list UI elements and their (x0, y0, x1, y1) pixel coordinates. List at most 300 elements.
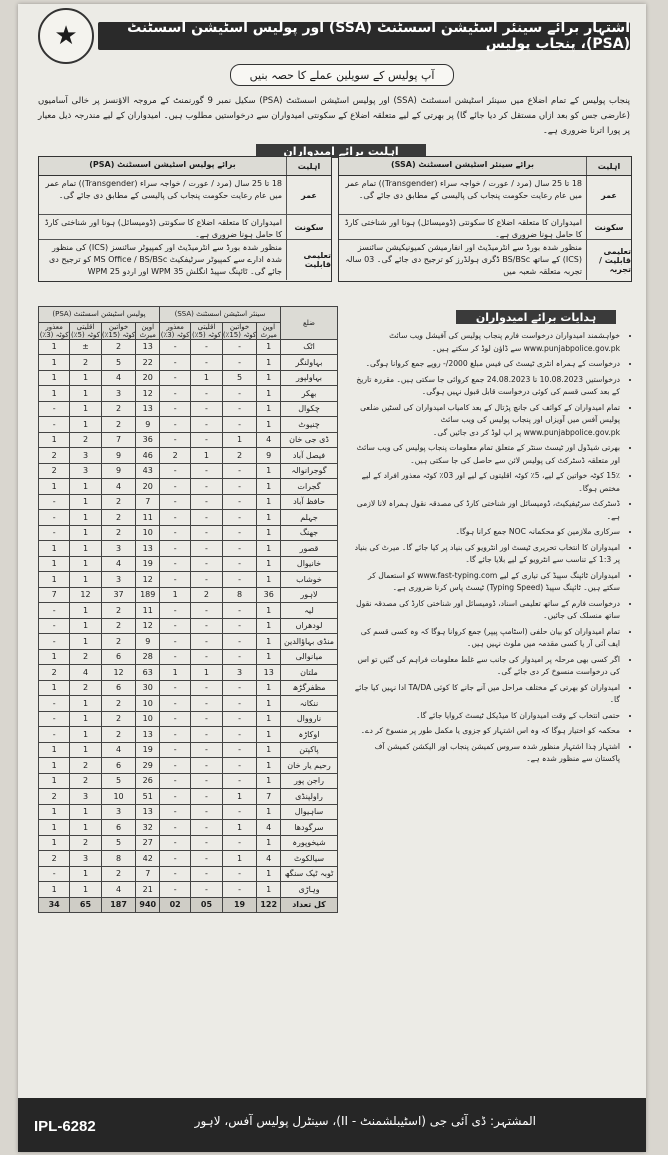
count-cell: - (191, 649, 222, 665)
district-cell: نارووال (281, 711, 338, 727)
count-cell: 37 (101, 587, 136, 603)
count-cell: 1 (191, 448, 222, 464)
count-cell: 1 (257, 882, 281, 898)
count-cell: 3 (70, 789, 101, 805)
count-cell: - (191, 525, 222, 541)
count-cell: ± (70, 339, 101, 355)
instructions-heading: ہدایات برائے امیدواران (456, 310, 616, 324)
district-cell: مظفرگڑھ (281, 680, 338, 696)
count-cell: 1 (39, 339, 70, 355)
count-cell: 28 (136, 649, 160, 665)
count-cell: 1 (39, 556, 70, 572)
header (32, 8, 632, 60)
table-row (39, 773, 338, 789)
table-row (39, 587, 338, 603)
instructions-block (352, 330, 632, 769)
count-cell: 1 (70, 696, 101, 712)
advertisement-page (18, 4, 646, 1152)
count-cell: - (160, 417, 191, 433)
count-cell: - (160, 525, 191, 541)
count-cell: 1 (70, 370, 101, 386)
count-cell: 13 (136, 339, 160, 355)
count-cell: 1 (70, 727, 101, 743)
count-cell: - (191, 401, 222, 417)
count-cell: 13 (136, 541, 160, 557)
count-cell: - (222, 649, 257, 665)
count-cell: - (222, 634, 257, 650)
count-cell: 8 (101, 851, 136, 867)
count-cell: - (222, 417, 257, 433)
district-cell: چکوال (281, 401, 338, 417)
psa-age: 18 تا 25 سال (مرد / عورت / خواجہ سراء (Transgender)) تمام عمر میں عام رعایت حکومت پنجاب کی پالیسی کے مطابق دی جائے گی۔ (45, 179, 282, 200)
count-cell: - (222, 804, 257, 820)
count-cell: 4 (101, 556, 136, 572)
count-cell: 9 (136, 417, 160, 433)
count-cell: 1 (39, 370, 70, 386)
count-cell: - (160, 556, 191, 572)
count-cell: - (160, 680, 191, 696)
footer (18, 1098, 646, 1152)
psa-domicile-label: سکونت (286, 215, 331, 239)
count-cell: 13 (136, 804, 160, 820)
count-cell: - (160, 510, 191, 526)
count-cell: 1 (70, 541, 101, 557)
count-cell: 3 (70, 448, 101, 464)
count-cell: 1 (70, 494, 101, 510)
count-cell: - (222, 835, 257, 851)
count-cell: - (222, 603, 257, 619)
table-row (39, 479, 338, 495)
district-cell: ساہیوال (281, 804, 338, 820)
count-cell: - (222, 727, 257, 743)
count-cell: 1 (160, 665, 191, 681)
table-row (39, 696, 338, 712)
district-cell: پاکپتن (281, 742, 338, 758)
count-cell: - (160, 851, 191, 867)
count-cell: 1 (222, 851, 257, 867)
count-cell: - (222, 494, 257, 510)
table-row (39, 835, 338, 851)
count-cell: 6 (101, 820, 136, 836)
table-row (39, 463, 338, 479)
instruction-item: • درخواست فارم کے ساتھ تعلیمی اسناد، ڈومیسائل اور شناختی کارڈ کی مصدقہ نقول ساتھ منسلک کی جائیں۔ (352, 598, 620, 623)
count-cell: 1 (70, 804, 101, 820)
instruction-item: • حتمی انتخاب کے وقت امیدواران کا میڈیکل ٹیسٹ کروایا جائے گا۔ (352, 710, 620, 723)
count-cell: - (160, 866, 191, 882)
count-cell: 36 (257, 587, 281, 603)
count-cell: 1 (39, 758, 70, 774)
count-cell: - (222, 479, 257, 495)
count-cell: 4 (257, 851, 281, 867)
th-psa-disabled: معذور کوٹہ (3٪) (39, 322, 69, 339)
ad-subtitle: آپ پولیس کے سویلین عملے کا حصہ بنیں (230, 64, 454, 86)
psa-edu: منظور شدہ بورڈ سے انٹرمیڈیٹ اور کمپیوٹر سائنسز (ICS) کی منظور شدہ ادارے سے کمپیوٹر سرٹیفکیٹ MS Office / BS/BSc کو ترجیح دی جائے گی۔ ٹائپنگ سپیڈ انگلش 35 WPM اور اردو 25 WPM (49, 243, 282, 276)
district-cell: خوشاب (281, 572, 338, 588)
count-cell: 1 (70, 634, 101, 650)
ssa-edu-label: تعلیمی قابلیت / تجربہ (586, 240, 631, 280)
intro-paragraph: پنجاب پولیس کے تمام اضلاع میں سینئر اسٹیشن اسسٹنٹ (SSA) اور پولیس اسٹیشن اسسٹنٹ (PSA) سکیل نمبر 9 گورنمنٹ کے مروجہ الاؤنسز پر خالی آسامیوں (عارضی جس کو بعد ازاں مستقل کر دیا جائے گا) پر بھرتی کے لیے متعلقہ اضلاع کے سکونتی امیدواران سے درخواستیں مطلوب ہیں۔ امیدواران کے لیے مندرجہ ذیل معیار پر پورا اترنا ضروری ہے۔ (38, 96, 631, 136)
instruction-item: • اگر کسی بھی مرحلہ پر امیدوار کی جانب سے غلط معلومات فراہم کی گئیں تو اس کی درخواست منسوخ کر دی جائے گی۔ (352, 654, 620, 679)
vacancy-table-body (39, 339, 338, 913)
district-cell: ننکانہ (281, 696, 338, 712)
count-cell: - (160, 727, 191, 743)
vacancy-table (38, 306, 338, 913)
count-cell: - (191, 789, 222, 805)
th-group-psa: پولیس اسٹیشن اسسٹنٹ (PSA) (39, 307, 160, 323)
count-cell: - (222, 572, 257, 588)
count-cell: - (39, 711, 70, 727)
count-cell: - (222, 355, 257, 371)
ssa-edu: منظور شدہ بورڈ سے انٹرمیڈیٹ اور انفارمیشن کمیونیکیشن سائنسز (ICS) کے ساتھ BS/BSc ڈگری ہولڈرز کو ترجیح دی جائے گی۔ 03 سالہ تجربہ متعلقہ شعبہ میں (345, 243, 582, 276)
count-cell: - (222, 882, 257, 898)
th-ssa-minority: اقلیتی کوٹہ (5٪) (191, 322, 221, 339)
table-row (39, 432, 338, 448)
count-cell: 1 (70, 711, 101, 727)
count-cell: 5 (222, 370, 257, 386)
count-cell: - (160, 835, 191, 851)
count-cell: - (222, 525, 257, 541)
count-cell: 1 (70, 479, 101, 495)
ad-title: اشتہار برائے سینئر اسٹیشن اسسٹنٹ (SSA) اور پولیس اسٹیشن اسسٹنٹ (PSA)، پنجاب پولیس (98, 22, 630, 50)
count-cell: 27 (136, 835, 160, 851)
count-cell: - (160, 882, 191, 898)
table-row (39, 510, 338, 526)
ssa-age-label: عمر (586, 176, 631, 214)
district-cell: گجرات (281, 479, 338, 495)
count-cell: 2 (39, 463, 70, 479)
count-cell: - (39, 417, 70, 433)
count-cell: 1 (257, 417, 281, 433)
table-row (39, 711, 338, 727)
psa-edu-label: تعلیمی قابلیت (286, 240, 331, 280)
district-cell: راولپنڈی (281, 789, 338, 805)
count-cell: 2 (101, 711, 136, 727)
count-cell: 1 (257, 572, 281, 588)
count-cell: 1 (39, 820, 70, 836)
district-cell: چنیوٹ (281, 417, 338, 433)
count-cell: 2 (101, 634, 136, 650)
count-cell: 3 (222, 665, 257, 681)
count-cell: 1 (70, 510, 101, 526)
count-cell: 2 (70, 835, 101, 851)
count-cell: 1 (39, 572, 70, 588)
count-cell: 1 (70, 866, 101, 882)
count-cell: - (191, 696, 222, 712)
count-cell: 2 (160, 448, 191, 464)
count-cell: - (191, 339, 222, 355)
count-cell: - (191, 494, 222, 510)
district-cell: ملتان (281, 665, 338, 681)
count-cell: 2 (222, 448, 257, 464)
count-cell: - (160, 494, 191, 510)
count-cell: 1 (191, 370, 222, 386)
count-cell: 2 (70, 649, 101, 665)
count-cell: - (191, 851, 222, 867)
count-cell: - (39, 866, 70, 882)
count-cell: 65 (70, 897, 101, 913)
count-cell: 2 (191, 587, 222, 603)
count-cell: - (222, 680, 257, 696)
table-row (39, 370, 338, 386)
table-row (39, 634, 338, 650)
count-cell: 1 (257, 835, 281, 851)
count-cell: 7 (136, 866, 160, 882)
table-row (39, 727, 338, 743)
th-psa-minority: اقلیتی کوٹہ (5٪) (71, 322, 100, 339)
count-cell: 4 (70, 665, 101, 681)
count-cell: 46 (136, 448, 160, 464)
count-cell: 2 (39, 665, 70, 681)
instruction-item: • بھرتی شیڈول اور ٹیسٹ سنٹر کے متعلق تمام معلومات پنجاب پولیس کی ویب سائٹ اور متعلقہ ڈسٹرکٹ کی پولیس لائن سے حاصل کی جا سکتی ہیں۔ (352, 442, 620, 467)
eligibility-heading: اہلیت برائے امیدواران (256, 144, 426, 158)
count-cell: - (160, 618, 191, 634)
count-cell: 1 (70, 742, 101, 758)
count-cell: 7 (39, 587, 70, 603)
count-cell: 1 (70, 386, 101, 402)
district-cell: ڈی جی خان (281, 432, 338, 448)
count-cell: 12 (136, 572, 160, 588)
count-cell: 1 (257, 742, 281, 758)
instruction-item: • ڈسٹرکٹ سرٹیفیکیٹ، ڈومیسائل اور شناختی کارڈ کی مصدقہ نقول ہمراہ لانا لازمی ہے۔ (352, 498, 620, 523)
th-district: ضلع (281, 307, 338, 340)
count-cell: - (191, 835, 222, 851)
count-cell: - (39, 618, 70, 634)
count-cell: 2 (101, 417, 136, 433)
count-cell: 2 (101, 494, 136, 510)
count-cell: 1 (257, 696, 281, 712)
count-cell: - (160, 432, 191, 448)
ssa-col-head: اہلیت (586, 157, 631, 175)
count-cell: - (191, 758, 222, 774)
count-cell: 2 (101, 866, 136, 882)
count-cell: - (191, 680, 222, 696)
district-cell: شیخوپورہ (281, 835, 338, 851)
instruction-item: • امیدواران کا انتخاب تحریری ٹیسٹ اور انٹرویو کی بنیاد پر کیا جائے گا۔ میرٹ کی بنیاد پر 1:3 کے تناسب سے انٹرویو کے لیے بلایا جائے گا۔ (352, 542, 620, 567)
count-cell: 7 (101, 432, 136, 448)
count-cell: 1 (257, 370, 281, 386)
count-cell: - (160, 649, 191, 665)
count-cell: 1 (39, 742, 70, 758)
district-cell: اٹک (281, 339, 338, 355)
th-group-ssa: سینئر اسٹیشن اسسٹنٹ (SSA) (160, 307, 281, 323)
count-cell: 12 (70, 587, 101, 603)
count-cell: - (39, 510, 70, 526)
table-row (39, 649, 338, 665)
count-cell: 1 (39, 386, 70, 402)
th-psa-women: خواتین کوٹہ (15٪) (101, 322, 136, 339)
count-cell: 2 (101, 603, 136, 619)
count-cell: 1 (39, 479, 70, 495)
district-cell: راجن پور (281, 773, 338, 789)
count-cell: 1 (70, 882, 101, 898)
count-cell: 1 (70, 820, 101, 836)
count-cell: 4 (257, 432, 281, 448)
count-cell: 2 (70, 355, 101, 371)
count-cell: - (191, 727, 222, 743)
district-cell: فیصل آباد (281, 448, 338, 464)
count-cell: 43 (136, 463, 160, 479)
count-cell: - (160, 479, 191, 495)
district-cell: سیالکوٹ (281, 851, 338, 867)
count-cell: 1 (70, 572, 101, 588)
count-cell: - (160, 758, 191, 774)
count-cell: 3 (101, 386, 136, 402)
district-cell: سرگودھا (281, 820, 338, 836)
count-cell: 1 (257, 525, 281, 541)
count-cell: 1 (39, 773, 70, 789)
district-cell: بہاولپور (281, 370, 338, 386)
count-cell: 4 (101, 882, 136, 898)
count-cell: 1 (257, 401, 281, 417)
count-cell: - (39, 525, 70, 541)
count-cell: 1 (257, 634, 281, 650)
count-cell: 187 (101, 897, 136, 913)
count-cell: 4 (101, 479, 136, 495)
count-cell: 1 (257, 866, 281, 882)
psa-eligibility-box (38, 156, 332, 282)
table-row (39, 401, 338, 417)
count-cell: - (39, 401, 70, 417)
count-cell: 6 (101, 649, 136, 665)
count-cell: 29 (136, 758, 160, 774)
count-cell: - (222, 866, 257, 882)
count-cell: 2 (70, 432, 101, 448)
count-cell: 2 (70, 680, 101, 696)
count-cell: 21 (136, 882, 160, 898)
ssa-eligibility-box (338, 156, 632, 282)
count-cell: 11 (136, 603, 160, 619)
count-cell: 1 (39, 804, 70, 820)
count-cell: - (222, 401, 257, 417)
count-cell: 1 (257, 649, 281, 665)
count-cell: 5 (101, 773, 136, 789)
table-row (39, 866, 338, 882)
table-row (39, 742, 338, 758)
instruction-item: • خواہشمند امیدواران درخواست فارم پنجاب پولیس کی آفیشل ویب سائٹ www.punjabpolice.gov.pk سے ڈاؤن لوڈ کر سکتے ہیں۔ (352, 330, 620, 355)
count-cell: 5 (101, 355, 136, 371)
count-cell: - (222, 742, 257, 758)
count-cell: 1 (257, 618, 281, 634)
table-row (39, 680, 338, 696)
count-cell: 1 (39, 541, 70, 557)
district-cell: جھنگ (281, 525, 338, 541)
count-cell: - (160, 820, 191, 836)
count-cell: 2 (101, 618, 136, 634)
count-cell: 13 (136, 401, 160, 417)
count-cell: 2 (101, 696, 136, 712)
count-cell: 32 (136, 820, 160, 836)
count-cell: 51 (136, 789, 160, 805)
count-cell: 2 (101, 510, 136, 526)
district-cell: میانوالی (281, 649, 338, 665)
count-cell: - (222, 618, 257, 634)
count-cell: - (191, 742, 222, 758)
count-cell: 2 (70, 773, 101, 789)
count-cell: 1 (70, 603, 101, 619)
count-cell: - (160, 711, 191, 727)
count-cell: 8 (222, 587, 257, 603)
count-cell: - (191, 882, 222, 898)
count-cell: - (222, 339, 257, 355)
table-row (39, 417, 338, 433)
count-cell: 3 (101, 541, 136, 557)
count-cell: - (191, 773, 222, 789)
table-row (39, 556, 338, 572)
count-cell: 22 (136, 355, 160, 371)
count-cell: 2 (70, 758, 101, 774)
count-cell: - (222, 541, 257, 557)
count-cell: - (160, 696, 191, 712)
table-row (39, 355, 338, 371)
count-cell: 1 (257, 773, 281, 789)
count-cell: - (191, 634, 222, 650)
count-cell: 7 (257, 789, 281, 805)
count-cell: 1 (257, 339, 281, 355)
count-cell: - (191, 866, 222, 882)
count-cell: - (222, 711, 257, 727)
count-cell: 1 (222, 820, 257, 836)
count-cell: 2 (39, 851, 70, 867)
count-cell: 1 (39, 355, 70, 371)
count-cell: 36 (136, 432, 160, 448)
instruction-item: • محکمہ کو اختیار ہوگا کہ وہ اس اشتہار کو جزوی یا مکمل طور پر منسوخ کر دے۔ (352, 725, 620, 738)
district-cell: لودھراں (281, 618, 338, 634)
count-cell: - (160, 541, 191, 557)
count-cell: 1 (257, 680, 281, 696)
count-cell: 3 (101, 804, 136, 820)
district-cell: اوکاڑہ (281, 727, 338, 743)
count-cell: 6 (101, 758, 136, 774)
count-cell: 1 (257, 541, 281, 557)
table-row (39, 618, 338, 634)
count-cell: - (39, 634, 70, 650)
district-cell: رحیم یار خان (281, 758, 338, 774)
count-cell: - (191, 355, 222, 371)
count-cell: - (160, 463, 191, 479)
ssa-post: برائے سینئر اسٹیشن اسسٹنٹ (SSA) (390, 160, 535, 169)
count-cell: - (160, 572, 191, 588)
instruction-item: • تمام امیدواران کو بیان حلفی (اسٹامپ پیپر) جمع کروانا ہوگا کہ وہ کسی قسم کی ایف آئی آر یا کسی مقدمہ میں ملوث نہیں ہیں۔ (352, 626, 620, 651)
ssa-domicile-label: سکونت (586, 215, 631, 239)
count-cell: - (160, 773, 191, 789)
count-cell: 1 (257, 494, 281, 510)
district-cell: ٹوبہ ٹیک سنگھ (281, 866, 338, 882)
count-cell: 1 (257, 758, 281, 774)
count-cell: 1 (70, 618, 101, 634)
count-cell: 7 (136, 494, 160, 510)
count-cell: 2 (39, 448, 70, 464)
count-cell: 42 (136, 851, 160, 867)
count-cell: 4 (101, 742, 136, 758)
psa-age-label: عمر (286, 176, 331, 214)
count-cell: 3 (70, 851, 101, 867)
count-cell: 1 (257, 386, 281, 402)
count-cell: 13 (257, 665, 281, 681)
count-cell: 2 (39, 789, 70, 805)
count-cell: 1 (257, 603, 281, 619)
count-cell: 1 (39, 835, 70, 851)
table-row (39, 882, 338, 898)
count-cell: 1 (70, 401, 101, 417)
count-cell: 12 (101, 665, 136, 681)
count-cell: 10 (101, 789, 136, 805)
table-row (39, 448, 338, 464)
count-cell: 3 (101, 572, 136, 588)
table-row (39, 804, 338, 820)
table-row (39, 494, 338, 510)
table-row (39, 339, 338, 355)
count-cell: - (222, 773, 257, 789)
